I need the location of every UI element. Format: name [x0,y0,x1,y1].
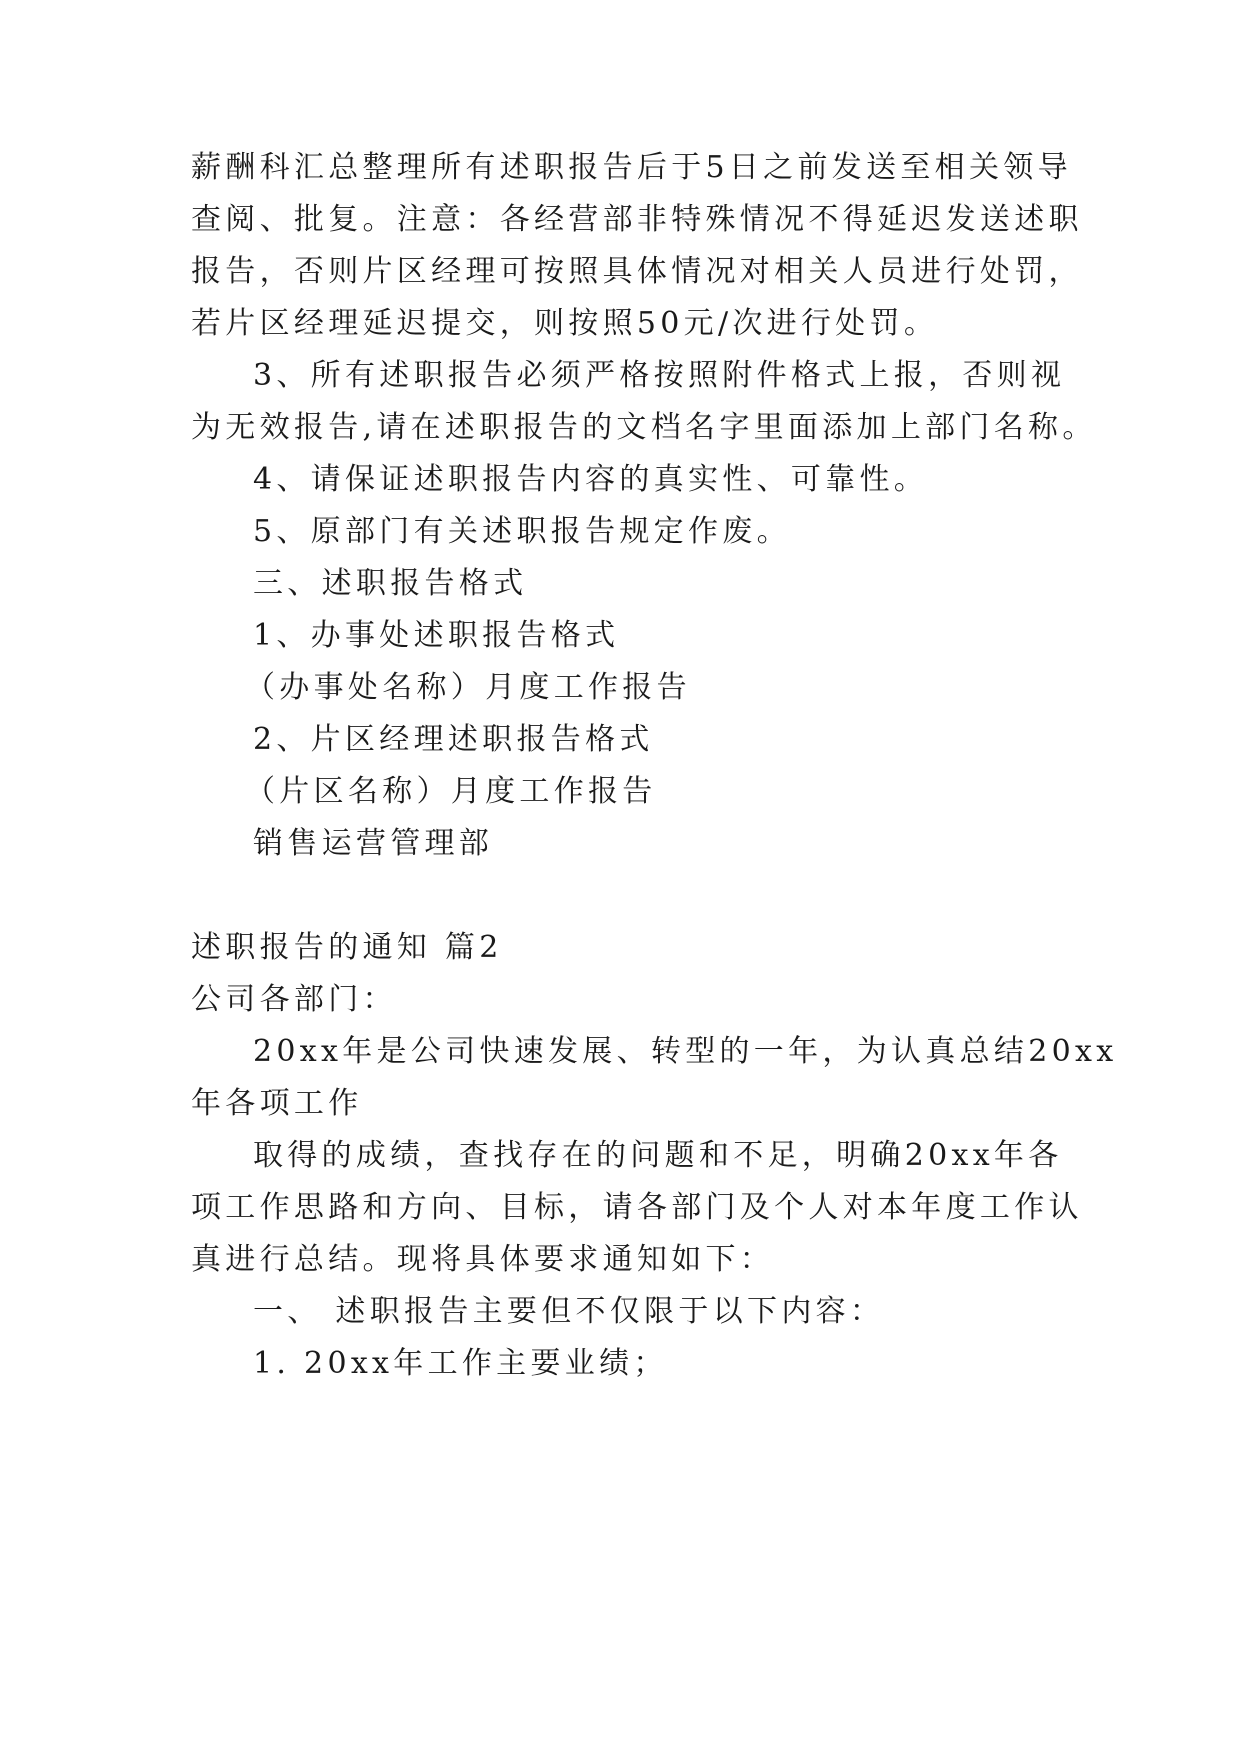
paragraph-line: 20xx年是公司快速发展、转型的一年，为认真总结20xx [253,1034,1118,1069]
paragraph-line: 项工作思路和方向、目标，请各部门及个人对本年度工作认 [191,1190,1083,1225]
format-item-1: 1、办事处述职报告格式 [253,618,620,653]
section-heading: 一、 述职报告主要但不仅限于以下内容： [253,1294,885,1329]
paragraph-line: 真进行总结。现将具体要求通知如下： [191,1242,775,1277]
paragraph-line: 若片区经理延迟提交，则按照50元/次进行处罚。 [191,306,939,341]
format-title-2: （片区名称）月度工作报告 [245,774,657,809]
section-heading: 三、述职报告格式 [253,566,528,601]
paragraph-line: 薪酬科汇总整理所有述职报告后于5日之前发送至相关领导 [191,150,1072,185]
paragraph-line: 取得的成绩，查找存在的问题和不足，明确20xx年各 [253,1138,1063,1173]
paragraph-line: 报告，否则片区经理可按照具体情况对相关人员进行处罚， [191,254,1083,289]
paragraph-line: 查阅、批复。注意：各经营部非特殊情况不得延迟发送述职 [191,202,1083,237]
format-title-1: （办事处名称）月度工作报告 [245,670,691,705]
list-item-3: 3、所有述职报告必须严格按照附件格式上报，否则视 [253,358,1066,393]
document-title: 述职报告的通知 篇2 [191,930,503,965]
list-item-1: 1. 20xx年工作主要业绩； [253,1346,668,1381]
paragraph-line: 年各项工作 [191,1086,363,1121]
format-item-2: 2、片区经理述职报告格式 [253,722,654,757]
signature: 销售运营管理部 [253,826,494,861]
list-item-5: 5、原部门有关述职报告规定作废。 [253,514,791,549]
greeting: 公司各部门： [191,982,397,1017]
list-item-4: 4、请保证述职报告内容的真实性、可靠性。 [253,462,929,497]
list-item-3-continued: 为无效报告,请在述职报告的文档名字里面添加上部门名称。 [191,410,1097,445]
